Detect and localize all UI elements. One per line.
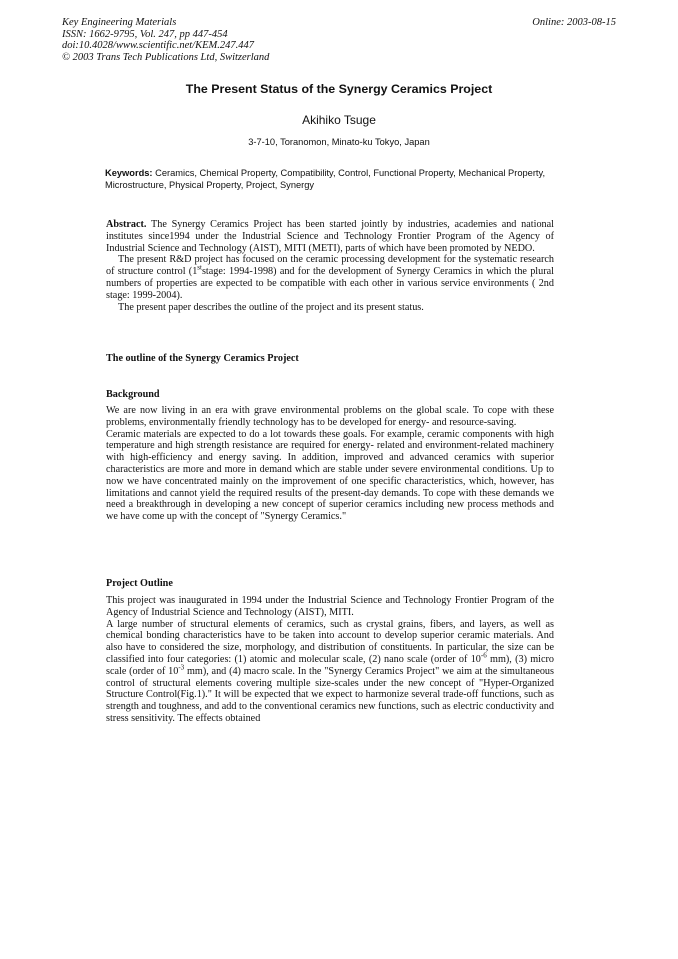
- project-outline-heading: Project Outline: [106, 578, 173, 589]
- copyright-line: © 2003 Trans Tech Publications Ltd, Switzerland: [62, 51, 270, 63]
- abstract-text-2a: The present R&D project has focused on the ceramic processing development for the systematic research of structure control (1: [106, 254, 554, 278]
- abstract-paragraph-1: [106, 219, 554, 254]
- outline-text-2b: mm), (3) micro scale (order of 10: [106, 653, 555, 677]
- author-address: 3-7-10, Toranomon, Minato-ku Tokyo, Japan: [248, 137, 430, 147]
- online-date: Online: 2003-08-15: [532, 17, 616, 28]
- ordinal-sup: st: [197, 263, 202, 272]
- exponent-sup-2: -3: [178, 663, 185, 672]
- background-body: [106, 405, 554, 523]
- background-heading: Background: [106, 389, 160, 400]
- author-name: Akihiko Tsuge: [302, 113, 376, 127]
- keywords-label: Keywords:: [105, 168, 153, 178]
- section-title: The outline of the Synergy Ceramics Project: [106, 353, 299, 364]
- background-paragraph-2: Ceramic materials are expected to do a lot towards these goals. For example, ceramic components with high temperature and high strength resistance are required for energy- related and environment-related machinery with high-efficiency and energy saving. In addition, improved and advanced ceramics with superior characteristics are more and more in demand which are stable under severe environmental conditions. Up to now we have concentrated mainly on the improvement of one specific characteristics, which, however, has limitations and cannot yield the required results of the present-day demands. To cope with these demands we need a breakthrough in developing a new concept of superior ceramics including new process methods and we have come up with the concept of "Synergy Ceramics.": [106, 428, 554, 523]
- issn-line: ISSN: 1662-9795, Vol. 247, pp 447-454: [62, 28, 228, 40]
- outline-text-2c: mm), and (4) macro scale. In the "Synergy Ceramics Project" we aim at the simultaneous control of structural elements covering multiple size-scales under the new concept of "Hyper-Organized Structure Control(Fig.1)." It will be expected that we expect to harmonize several trade-off functions, such as strength and toughness, and add to the conventional ceramics new functions, such as electric conductivity and stress sensitivity. The effects obtained: [106, 665, 554, 724]
- abstract-text-1: The Synergy Ceramics Project has been started jointly by industries, academies and national institutes since1994 under the Industrial Science and Technology Frontier Program of the Agency of Industrial Science and Technology (AIST), MITI (METI), parts of which have been promoted by NEDO.: [106, 219, 554, 254]
- abstract: [106, 219, 554, 313]
- exponent-sup-1: -6: [480, 651, 487, 660]
- outline-paragraph-1: This project was inaugurated in 1994 under the Industrial Science and Technology Frontier Program of the Agency of Industrial Science and Technology (AIST), MITI.: [106, 595, 554, 618]
- paper-title: The Present Status of the Synergy Ceramics Project: [185, 82, 493, 96]
- outline-paragraph-2: [106, 619, 554, 725]
- keywords: [105, 167, 560, 192]
- background-paragraph-1: We are now living in an era with grave environmental problems on the global scale. To cope with these problems, environmentally friendly technology has to be developed for energy- and resource-saving.: [106, 405, 554, 428]
- abstract-label: Abstract.: [106, 219, 147, 230]
- keywords-text: Ceramics, Chemical Property, Compatibility, Control, Functional Property, Mechanical Property, Microstructure, Physical Property, Project, Synergy: [105, 168, 546, 191]
- abstract-text-2b: stage: 1994-1998) and for the development of Synergy Ceramics in which the plural numbers of properties are expected to be compatible with each other in various service environments ( 2nd stage: 1999-2004).: [106, 266, 554, 301]
- doi-line: doi:10.4028/www.scientific.net/KEM.247.447: [62, 40, 254, 52]
- journal-header: [62, 17, 269, 63]
- project-outline-body: [106, 595, 554, 725]
- abstract-paragraph-2: [106, 254, 554, 301]
- outline-text-2a: A large number of structural elements of ceramics, such as crystal grains, fibers, and layers, as well as chemical bonding characteristics have to be taken into account to develop superior ceramic materials. And also have to considered the size, morphology, and distribution of constituents. In particular, the size can be classified into four categories: (1) atomic and molecular scale, (2) nano scale (order of 10: [106, 618, 554, 665]
- abstract-paragraph-3: The present paper describes the outline of the project and its present status.: [118, 301, 424, 313]
- journal-name: Key Engineering Materials: [62, 17, 177, 28]
